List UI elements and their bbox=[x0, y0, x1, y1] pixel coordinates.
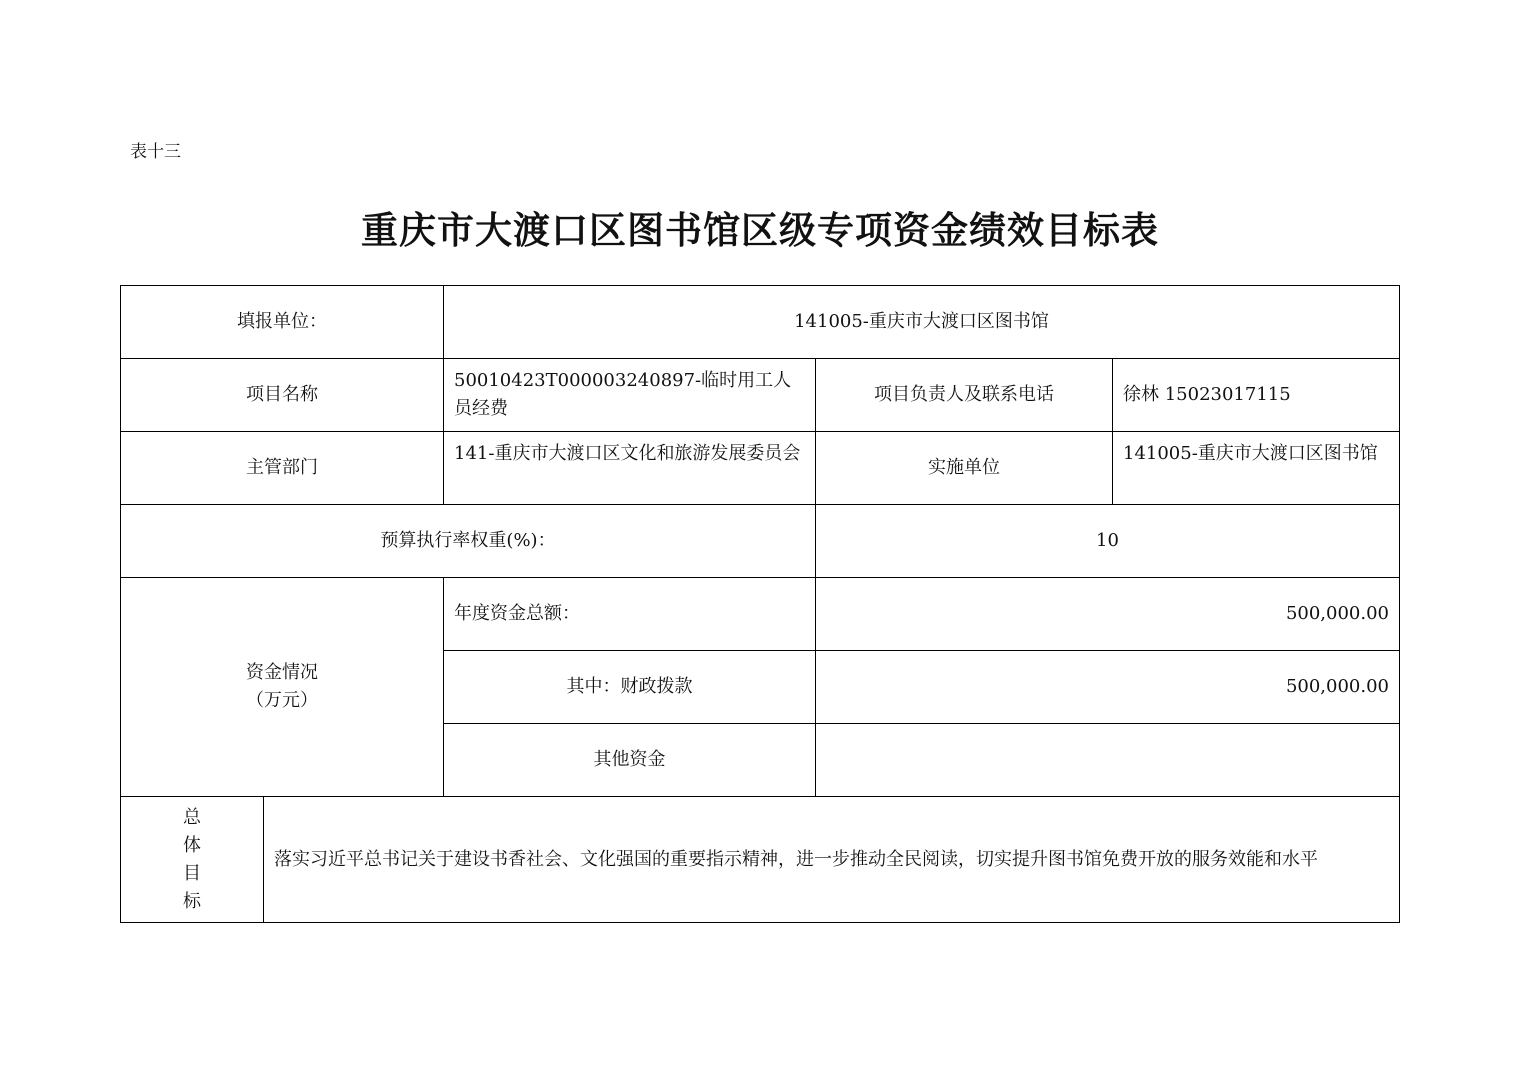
budget-weight-label: 预算执行率权重(%)： bbox=[121, 505, 816, 578]
project-contact-label: 项目负责人及联系电话 bbox=[816, 359, 1113, 432]
project-name-value: 50010423T000003240897-临时用工人员经费 bbox=[444, 359, 816, 432]
fiscal-funds-label: 其中：财政拨款 bbox=[444, 651, 816, 724]
implementing-unit-value: 141005-重庆市大渡口区图书馆 bbox=[1113, 432, 1399, 505]
goal-label-char-2: 体 bbox=[183, 834, 201, 856]
total-funds-label: 年度资金总额： bbox=[444, 578, 816, 651]
goal-label-char-3: 目 bbox=[183, 862, 201, 884]
budget-weight-value: 10 bbox=[816, 505, 1399, 578]
fill-unit-label: 填报单位： bbox=[121, 286, 444, 359]
fiscal-funds-value: 500,000.00 bbox=[816, 651, 1399, 724]
department-value: 141-重庆市大渡口区文化和旅游发展委员会 bbox=[444, 432, 816, 505]
goal-label-char-4: 标 bbox=[183, 890, 201, 912]
document-title: 重庆市大渡口区图书馆区级专项资金绩效目标表 bbox=[361, 208, 1159, 252]
table-number-label: 表十三 bbox=[130, 142, 181, 162]
project-contact-value: 徐林 15023017115 bbox=[1113, 359, 1399, 432]
project-name-label: 项目名称 bbox=[121, 359, 444, 432]
implementing-unit-label: 实施单位 bbox=[816, 432, 1113, 505]
department-label: 主管部门 bbox=[121, 432, 444, 505]
goal-label-char-1: 总 bbox=[183, 806, 201, 828]
total-funds-value: 500,000.00 bbox=[816, 578, 1399, 651]
other-funds-value bbox=[816, 724, 1399, 797]
funds-label-line2: （万元） bbox=[246, 690, 318, 711]
funds-label-line1: 资金情况 bbox=[246, 662, 318, 683]
other-funds-label: 其他资金 bbox=[444, 724, 816, 797]
funds-label bbox=[121, 578, 444, 797]
fill-unit-value: 141005-重庆市大渡口区图书馆 bbox=[444, 286, 1399, 359]
overall-goal-text: 落实习近平总书记关于建设书香社会、文化强国的重要指示精神，进一步推动全民阅读，切实提升图书馆免费开放的服务效能和水平 bbox=[274, 848, 1318, 870]
performance-target-table bbox=[120, 285, 1400, 923]
overall-goal-label bbox=[121, 797, 264, 922]
